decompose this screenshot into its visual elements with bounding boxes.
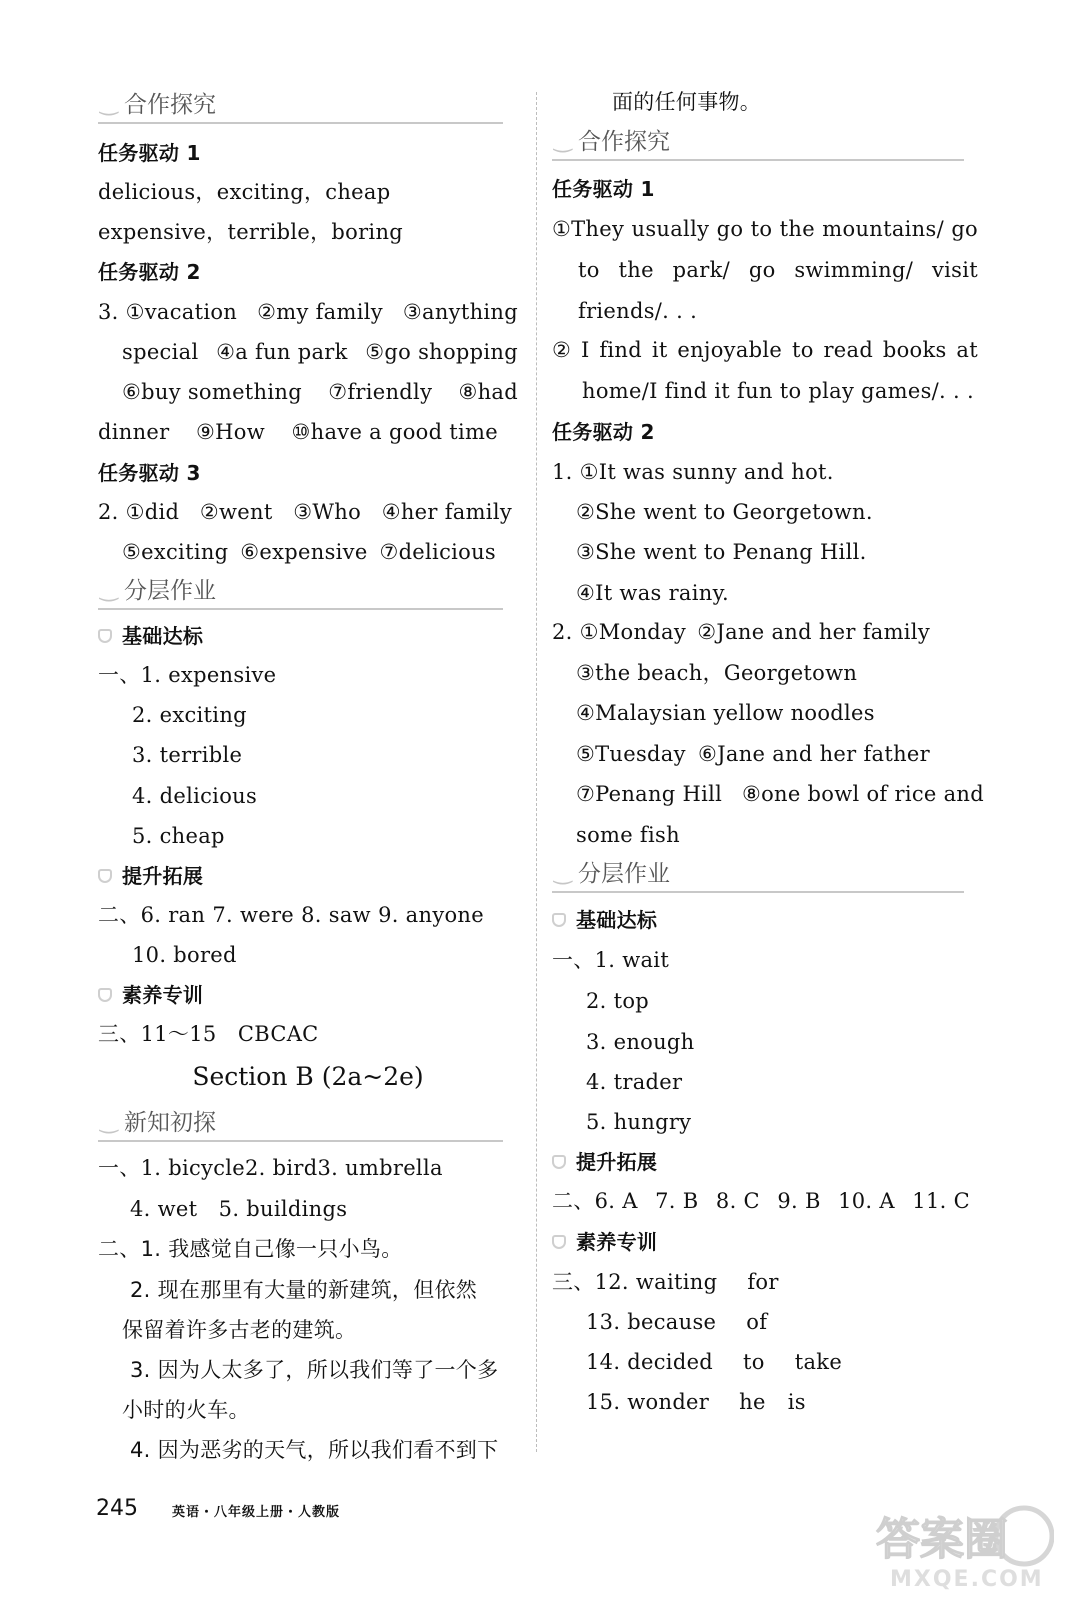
answer-item: ⑦friendly xyxy=(328,380,433,404)
answer-item: ⑦delicious xyxy=(379,540,496,564)
answer-line xyxy=(98,498,512,526)
answer-item: 二、6. ran xyxy=(98,903,206,927)
answer-line: 三、12. waiting for xyxy=(552,1270,779,1294)
answer-item: 2. ①did xyxy=(98,500,180,524)
bullet-icon xyxy=(552,1155,566,1169)
answer-item: ⑥expensive xyxy=(240,540,368,564)
task-label: 任务驱动 2 xyxy=(552,420,655,444)
answer-line: ⑤Tuesday ⑥Jane and her father xyxy=(576,742,930,766)
answer-line: ③the beach，Georgetown xyxy=(576,661,858,685)
heading-icon: ‿ xyxy=(100,91,118,116)
subheading: 素养专训 xyxy=(98,981,203,1009)
answer-line: 3. enough xyxy=(586,1030,695,1054)
subheading: 基础达标 xyxy=(98,622,203,650)
task-label: 任务驱动 2 xyxy=(98,260,201,284)
answer-line xyxy=(122,378,518,406)
answer-line: 14. decided to take xyxy=(586,1350,843,1374)
answer-line: ⑦Penang Hill ⑧one bowl of rice and xyxy=(576,782,984,806)
heading-text: 合作探究 xyxy=(124,92,216,118)
answer-line: 4. wet 5. buildings xyxy=(130,1197,348,1221)
answer-line: 二、1. 我感觉自己像一只小鸟。 xyxy=(98,1237,403,1261)
task-label: 任务驱动 1 xyxy=(552,177,655,201)
answer-line: 3. terrible xyxy=(132,743,243,767)
answer-item: ③Who xyxy=(293,500,362,524)
answer-item: 2. bird xyxy=(245,1156,318,1180)
answer-line xyxy=(98,1154,442,1182)
answer-item: dinner xyxy=(98,420,170,444)
answer-line: 2. top xyxy=(586,989,650,1013)
section-heading xyxy=(552,125,964,161)
heading-text: 新知初探 xyxy=(124,1110,216,1136)
answer-line: 保留着许多古老的建筑。 xyxy=(122,1318,357,1342)
answer-item: 9. anyone xyxy=(378,903,484,927)
heading-text: 合作探究 xyxy=(578,129,670,155)
heading-icon: ‿ xyxy=(554,128,572,153)
answer-line: ②She went to Georgetown. xyxy=(576,500,873,524)
answer-item: ②my family xyxy=(257,300,383,324)
answer-line: some fish xyxy=(576,823,680,847)
answer-line: ④It was rainy. xyxy=(576,581,729,605)
answer-line: 2. exciting xyxy=(132,703,247,727)
heading-icon: ‿ xyxy=(100,577,118,602)
answer-line: 一、1. expensive xyxy=(98,663,277,687)
answer-line: 小时的火车。 xyxy=(122,1398,250,1422)
column-divider xyxy=(536,92,537,1452)
answer-line: 2. 现在那里有大量的新建筑，但依然 xyxy=(130,1278,478,1302)
answer-line: 一、1. wait xyxy=(552,948,670,972)
answer-line: expensive，terrible，boring xyxy=(98,220,404,244)
answer-line xyxy=(122,338,518,366)
answer-line: to the park/ go swimming/ visit xyxy=(578,258,978,282)
bullet-icon xyxy=(552,1235,566,1249)
answer-item: 7. were xyxy=(212,903,295,927)
answer-line: 面的任何事物。 xyxy=(612,90,762,114)
answer-line xyxy=(98,901,484,929)
answer-line: 4. trader xyxy=(586,1070,683,1094)
heading-text: 分层作业 xyxy=(124,578,216,604)
bullet-icon xyxy=(552,913,566,927)
heading-icon: ‿ xyxy=(554,860,572,885)
watermark-logo xyxy=(872,1492,1054,1592)
subheading: 素养专训 xyxy=(552,1228,657,1256)
answer-line: ④Malaysian yellow noodles xyxy=(576,701,875,725)
answer-line: ①They usually go to the mountains/ go xyxy=(552,217,978,241)
subheading: 提升拓展 xyxy=(552,1148,657,1176)
bullet-icon xyxy=(98,869,112,883)
task-label: 任务驱动 3 xyxy=(98,461,201,485)
answer-line: ③She went to Penang Hill. xyxy=(576,540,867,564)
section-heading xyxy=(552,857,964,893)
answer-item: 3. ①vacation xyxy=(98,300,238,324)
answer-line: 三、11～15 CBCAC xyxy=(98,1022,319,1046)
answer-item: ⑧had xyxy=(458,380,518,404)
answer-line: ② I find it enjoyable to read books at xyxy=(552,338,978,362)
answer-item: 8. saw xyxy=(301,903,371,927)
answer-item: ⑤go shopping xyxy=(365,340,518,364)
book-title: 英语・八年级上册・人教版 xyxy=(172,1505,341,1520)
answer-line xyxy=(98,418,498,446)
answer-line xyxy=(98,298,518,326)
answer-item: ⑤exciting xyxy=(122,540,229,564)
answer-line: 4. 因为恶劣的天气，所以我们看不到下 xyxy=(130,1438,499,1462)
page-number: 245 xyxy=(96,1496,138,1521)
svg-text:MXQE.COM: MXQE.COM xyxy=(890,1567,1044,1592)
answer-line: friends/. . . xyxy=(578,299,698,323)
answer-line: 15. wonder he is xyxy=(586,1390,806,1414)
answer-line: 4. delicious xyxy=(132,784,258,808)
answer-item: ④her family xyxy=(381,500,512,524)
section-heading xyxy=(98,574,503,610)
section-title: Section B (2a~2e) xyxy=(192,1062,424,1091)
answer-item: 3. umbrella xyxy=(317,1156,443,1180)
answer-line: 5. hungry xyxy=(586,1110,692,1134)
answer-item: 一、1. bicycle xyxy=(98,1156,246,1180)
answer-item: ③anything xyxy=(402,300,518,324)
subheading: 提升拓展 xyxy=(98,862,203,890)
answer-line: 1. ①It was sunny and hot. xyxy=(552,460,834,484)
answer-item: ④a fun park xyxy=(216,340,348,364)
answer-line xyxy=(122,538,496,566)
answer-line: 10. bored xyxy=(132,943,237,967)
answer-line: delicious，exciting，cheap xyxy=(98,180,391,204)
answer-line: 13. because of xyxy=(586,1310,768,1334)
heading-text: 分层作业 xyxy=(578,861,670,887)
answer-item: special xyxy=(122,340,199,364)
section-heading xyxy=(98,88,503,124)
bullet-icon xyxy=(98,988,112,1002)
task-label: 任务驱动 1 xyxy=(98,141,201,165)
answer-item: ⑥buy something xyxy=(122,380,302,404)
answer-line: 2. ①Monday ②Jane and her family xyxy=(552,620,930,644)
answer-item: ②went xyxy=(199,500,273,524)
answer-line: 3. 因为人太多了，所以我们等了一个多 xyxy=(130,1358,499,1382)
answer-line: 二、6. A 7. B 8. C 9. B 10. A 11. C xyxy=(552,1189,970,1213)
subheading: 基础达标 xyxy=(552,906,657,934)
answer-line: 5. cheap xyxy=(132,824,225,848)
answer-item: ⑩have a good time xyxy=(291,420,498,444)
answer-item: ⑨How xyxy=(196,420,265,444)
heading-icon: ‿ xyxy=(100,1109,118,1134)
answer-line: home/I find it fun to play games/. . . xyxy=(582,379,974,403)
bullet-icon xyxy=(98,629,112,643)
svg-text:答案圈: 答案圈 xyxy=(876,1514,1008,1565)
section-heading xyxy=(98,1106,503,1142)
